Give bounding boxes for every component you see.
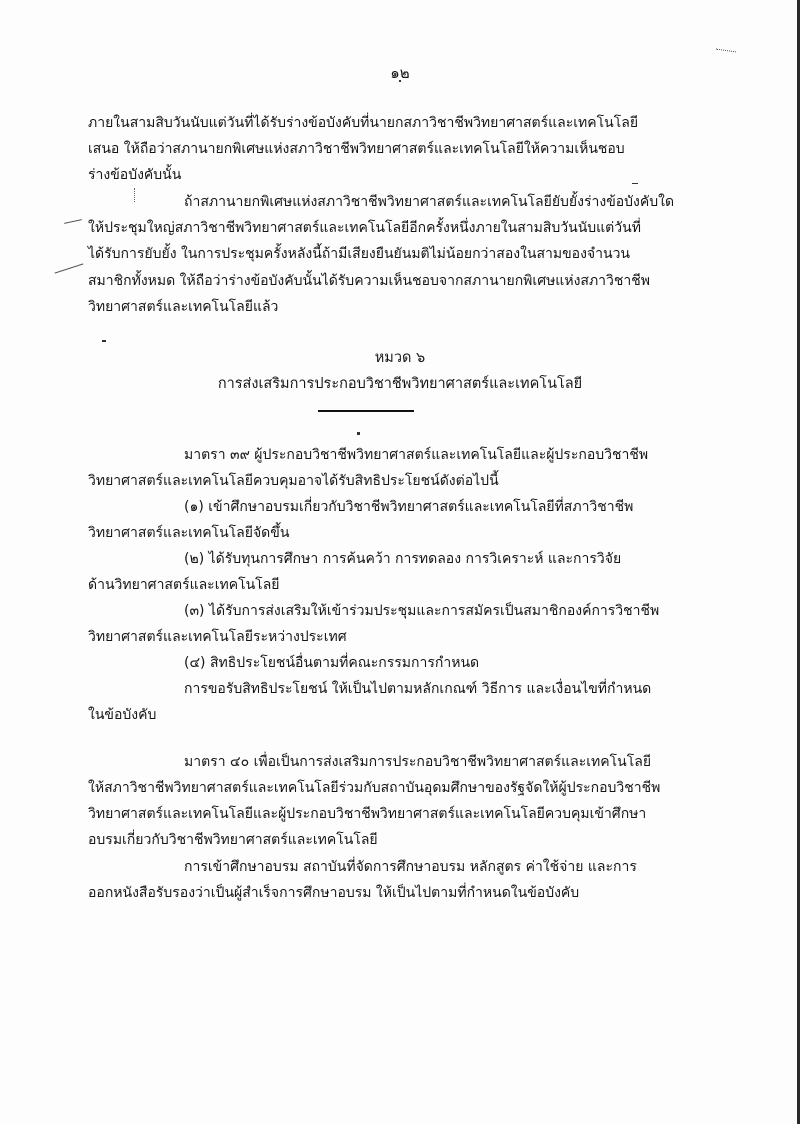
text-line: ด้านวิทยาศาสตร์และเทคโนโลยี — [88, 577, 280, 593]
scan-mark — [55, 263, 84, 273]
text-line: สมาชิกทั้งหมด ให้ถือว่าร่างข้อบังคับนั้นได้รับความเห็นชอบจากสภานายกพิเศษแห่งสภาวิชาชีพ — [88, 273, 650, 289]
text-line: ในข้อบังคับ — [88, 707, 157, 723]
text-line: การขอรับสิทธิประโยชน์ ให้เป็นไปตามหลักเกณฑ์ วิธีการ และเงื่อนไขที่กำหนด — [184, 681, 652, 697]
text-line: (๔) สิทธิประโยชน์อื่นตามที่คณะกรรมการกำหนด — [184, 655, 480, 671]
text-line: ร่างข้อบังคับนั้น — [88, 167, 182, 183]
scan-speck — [357, 432, 360, 435]
scan-speck — [632, 183, 638, 184]
text-line: เสนอ ให้ถือว่าสภานายกพิเศษแห่งสภาวิชาชีพวิทยาศาสตร์และเทคโนโลยีให้ความเห็นชอบ — [88, 141, 625, 157]
scan-mark — [64, 219, 82, 224]
text-line: วิทยาศาสตร์และเทคโนโลยีควบคุมอาจได้รับสิทธิประโยชน์ดังต่อไปนี้ — [88, 473, 499, 489]
chapter-subtitle: การส่งเสริมการประกอบวิชาชีพวิทยาศาสตร์และเทคโนโลยี — [217, 376, 583, 392]
page-number: ๑๒ — [390, 64, 410, 82]
text-line: ออกหนังสือรับรองว่าเป็นผู้สำเร็จการศึกษาอบรม ให้เป็นไปตามที่กำหนดในข้อบังคับ — [88, 885, 580, 901]
text-line: มาตรา ๔๐ เพื่อเป็นการส่งเสริมการประกอบวิชาชีพวิทยาศาสตร์และเทคโนโลยี — [184, 754, 652, 770]
text-line: การเข้าศึกษาอบรม สถาบันที่จัดการศึกษาอบรม หลักสูตร ค่าใช้จ่าย และการ — [184, 859, 637, 875]
scan-mark — [716, 49, 736, 53]
text-line: ภายในสามสิบวันนับแต่วันที่ได้รับร่างข้อบังคับที่นายกสภาวิชาชีพวิทยาศาสตร์และเทคโนโลยี — [88, 115, 639, 131]
text-line: วิทยาศาสตร์และเทคโนโลยีและผู้ประกอบวิชาชีพวิทยาศาสตร์และเทคโนโลยีควบคุมเข้าศึกษา — [88, 806, 647, 822]
heading-rule — [318, 410, 414, 412]
text-line: อบรมเกี่ยวกับวิชาชีพวิทยาศาสตร์และเทคโนโลยี — [88, 832, 378, 848]
text-line: ให้ประชุมใหญ่สภาวิชาชีพวิทยาศาสตร์และเทคโนโลยีอีกครั้งหนึ่งภายในสามสิบวันนับแต่วันที่ — [88, 220, 641, 236]
text-line: ถ้าสภานายกพิเศษแห่งสภาวิชาชีพวิทยาศาสตร์และเทคโนโลยียับยั้งร่างข้อบังคับใด — [184, 194, 675, 210]
text-line: (๒) ได้รับทุนการศึกษา การค้นคว้า การทดลอง การวิเคราะห์ และการวิจัย — [184, 551, 622, 567]
text-line: (๓) ได้รับการส่งเสริมให้เข้าร่วมประชุมและการสมัครเป็นสมาชิกองค์การวิชาชีพ — [184, 603, 660, 619]
text-line: วิทยาศาสตร์และเทคโนโลยีแล้ว — [88, 299, 279, 315]
scan-mark — [134, 188, 135, 202]
text-line: มาตรา ๓๙ ผู้ประกอบวิชาชีพวิทยาศาสตร์และเทคโนโลยีและผู้ประกอบวิชาชีพ — [184, 447, 649, 463]
text-line: (๑) เข้าศึกษาอบรมเกี่ยวกับวิชาชีพวิทยาศาสตร์และเทคโนโลยีที่สภาวิชาชีพ — [184, 499, 634, 515]
text-line: ให้สภาวิชาชีพวิทยาศาสตร์และเทคโนโลยีร่วมกับสถาบันอุดมศึกษาของรัฐจัดให้ผู้ประกอบวิชาชีพ — [88, 780, 661, 796]
chapter-title: หมวด ๖ — [374, 350, 426, 366]
text-line: วิทยาศาสตร์และเทคโนโลยีจัดขึ้น — [88, 525, 290, 541]
text-line: ได้รับการยับยั้ง ในการประชุมครั้งหลังนี้ถ้ามีเสียงยืนยันมติไม่น้อยกว่าสองในสามของจำนวน — [88, 246, 630, 262]
scan-speck — [102, 340, 106, 342]
text-line: วิทยาศาสตร์และเทคโนโลยีระหว่างประเทศ — [88, 629, 347, 645]
